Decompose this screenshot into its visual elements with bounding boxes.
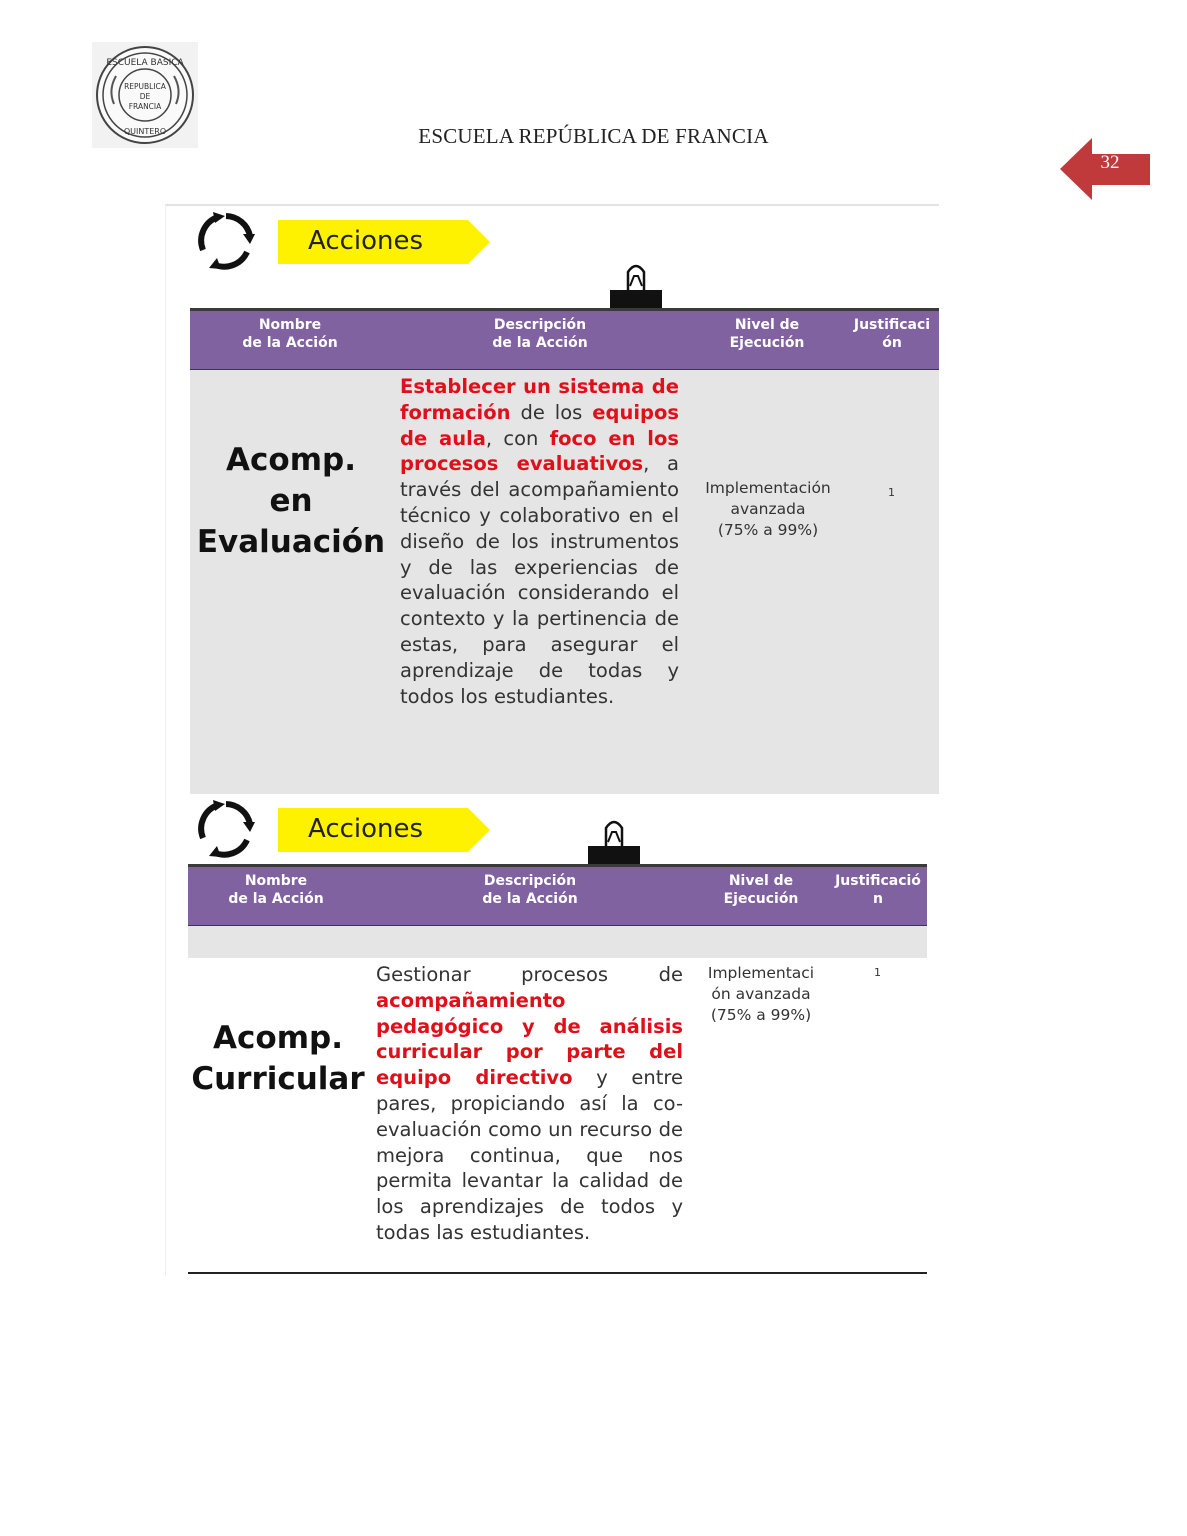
column-header-nombre: Nombre de la Acción [228, 873, 324, 907]
column-header-justificacion: Justificació n [835, 873, 921, 907]
svg-text:DE: DE [139, 92, 151, 101]
execution-level: Implementaci ón avanzada (75% a 99%) [707, 964, 815, 1024]
table-header [188, 864, 927, 928]
action-description [376, 962, 683, 1246]
description-highlight: Establecer un sistema de formación [400, 375, 679, 424]
column-header-nombre: Nombre de la Acción [242, 317, 338, 351]
justification-value: 1 [874, 966, 881, 979]
cycle-arrows-icon [193, 208, 259, 274]
description-text: Gestionar procesos de [376, 963, 683, 986]
column-header-descripcion: Descripción de la Acción [492, 317, 588, 351]
action-name: Acomp. Curricular [191, 1020, 365, 1097]
svg-text:QUINTERO: QUINTERO [123, 127, 167, 136]
justification-value: 1 [888, 486, 895, 499]
page-number: 32 [1100, 152, 1120, 173]
description-highlight: equipos de aula [400, 400, 679, 450]
acciones-banner-label: Acciones [308, 226, 424, 256]
column-header-nivel: Nivel de Ejecución [729, 317, 805, 351]
svg-text:ESCUELA BASICA: ESCUELA BASICA [106, 58, 184, 68]
acciones-banner [278, 220, 490, 264]
execution-level: Implementación avanzada (75% a 99%) [705, 479, 831, 539]
acciones-banner [278, 808, 490, 852]
table-bottom-rule [188, 1272, 927, 1274]
cycle-arrows-icon [193, 796, 259, 862]
school-name-heading: ESCUELA REPÚBLICA DE FRANCIA [418, 124, 769, 148]
description-text: y entre pares, propiciando así la co-evaluación como un recurso de mejora continua, que nos permita levantar la calidad de los aprendizajes de todos y todas las estudiantes. [376, 1066, 683, 1244]
column-header-justificacion: Justificaci ón [853, 317, 931, 351]
description-text: , a través del acompañamiento técnico y colaborativo en el diseño de los instrumentos y de las experiencias de evaluación considerando el contexto y la pertinencia de estas, para asegurar el aprendizaje de todas y todos los estudiantes. [400, 452, 679, 708]
column-header-descripcion: Descripción de la Acción [482, 873, 578, 907]
svg-text:FRANCIA: FRANCIA [128, 102, 162, 111]
action-name: Acomp. en Evaluación [196, 442, 386, 560]
column-header-nivel: Nivel de Ejecución [723, 873, 799, 907]
action-description [400, 374, 679, 709]
spacer-row [188, 926, 927, 958]
acciones-banner-label: Acciones [308, 814, 424, 844]
description-highlight: acompañamiento pedagógico y de análisis curricular por parte del equipo directivo [376, 988, 683, 1090]
description-text: , con [485, 426, 550, 450]
table-header [190, 308, 939, 372]
svg-text:REPUBLICA: REPUBLICA [124, 82, 166, 91]
actions-panel-1 [165, 204, 939, 796]
description-highlight: foco en los procesos evaluativos [400, 426, 679, 476]
description-text: de los [510, 400, 593, 424]
actions-panel-2 [165, 794, 939, 1276]
